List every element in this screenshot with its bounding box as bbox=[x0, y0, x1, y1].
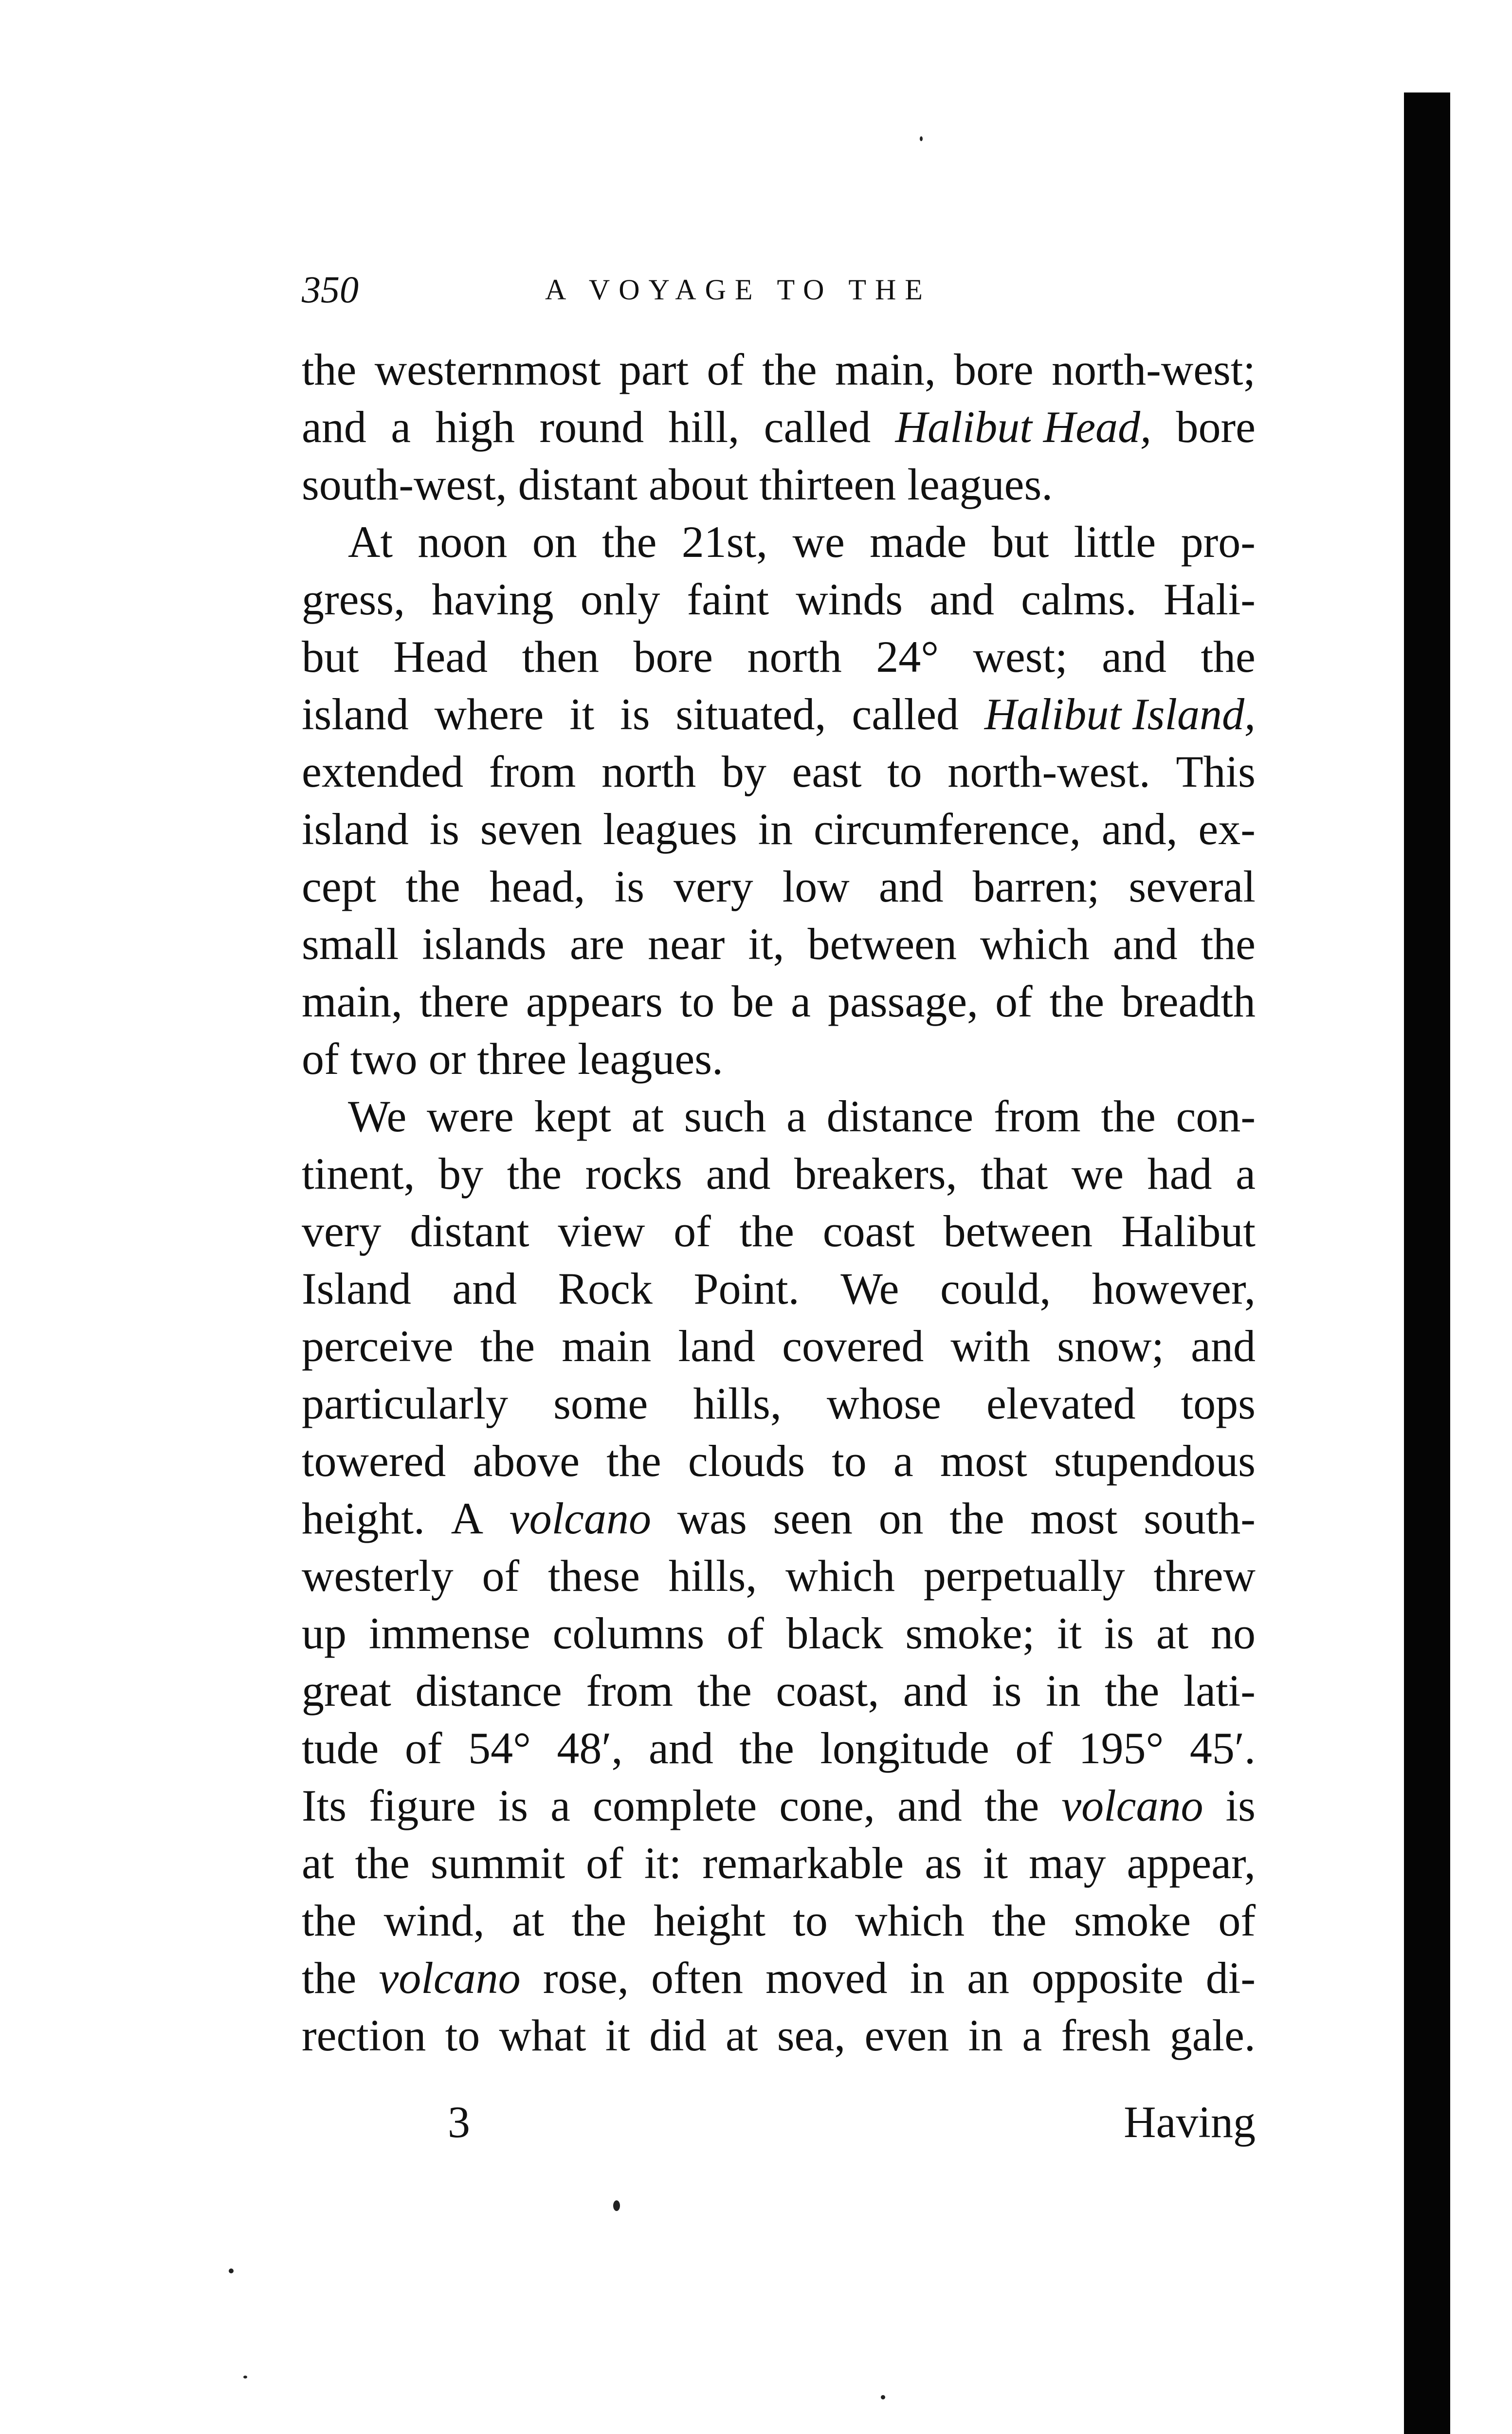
text-line: great distance from the coast, and is in the lati- bbox=[302, 1666, 1256, 1715]
text-line: towered above the clouds to a most stupendous bbox=[302, 1436, 1256, 1486]
text-line: and a high round hill, called Halibut Head, bore bbox=[302, 402, 1256, 452]
page-number: 350 bbox=[302, 268, 359, 311]
page-header bbox=[302, 263, 1032, 316]
text-line: tude of 54° 48′, and the longitude of 195° 45′. bbox=[302, 1723, 1256, 1773]
text-line: of two or three leagues. bbox=[302, 1034, 724, 1084]
ink-speck bbox=[243, 2376, 247, 2379]
text-line: gress, having only faint winds and calms. Hali- bbox=[302, 574, 1256, 624]
text-line: cept the head, is very low and barren; several bbox=[302, 862, 1256, 911]
text-line: island is seven leagues in circumference, and, ex- bbox=[302, 804, 1256, 854]
text-line: very distant view of the coast between Halibut bbox=[302, 1206, 1256, 1256]
text-line: small islands are near it, between which and the bbox=[302, 919, 1256, 969]
text-line: extended from north by east to north-west. This bbox=[302, 747, 1256, 796]
text-line: Island and Rock Point. We could, however, bbox=[302, 1264, 1256, 1313]
ink-speck bbox=[613, 2200, 620, 2211]
text-line: rection to what it did at sea, even in a fresh gale. bbox=[302, 2010, 1256, 2060]
body-text bbox=[302, 341, 1256, 2064]
text-line: At noon on the 21st, we made but little pro- bbox=[348, 517, 1256, 567]
text-line: the wind, at the height to which the smoke of bbox=[302, 1896, 1256, 1945]
text-line: up immense columns of black smoke; it is at no bbox=[302, 1608, 1256, 1658]
ink-speck bbox=[881, 2395, 885, 2399]
ink-speck bbox=[920, 136, 923, 141]
text-line: the volcano rose, often moved in an opposite di- bbox=[302, 1953, 1256, 2003]
text-line: but Head then bore north 24° west; and the bbox=[302, 632, 1256, 682]
text-line: height. A volcano was seen on the most south- bbox=[302, 1494, 1256, 1543]
text-line: Its figure is a complete cone, and the volcano is bbox=[302, 1781, 1256, 1830]
text-line: westerly of these hills, which perpetually threw bbox=[302, 1551, 1256, 1601]
text-line: particularly some hills, whose elevated tops bbox=[302, 1379, 1256, 1428]
text-line: at the summit of it: remarkable as it may appear, bbox=[302, 1838, 1256, 1888]
running-head: A VOYAGE TO THE bbox=[545, 274, 931, 306]
ink-speck bbox=[229, 2268, 234, 2273]
text-line: island where it is situated, called Halibut Island, bbox=[302, 689, 1256, 739]
text-line: perceive the main land covered with snow; and bbox=[302, 1321, 1256, 1371]
text-line: tinent, by the rocks and breakers, that we had a bbox=[302, 1149, 1256, 1199]
text-line: We were kept at such a distance from the con- bbox=[348, 1091, 1256, 1141]
text-line: main, there appears to be a passage, of the breadth bbox=[302, 977, 1256, 1026]
catchword: Having bbox=[1124, 2097, 1256, 2147]
text-line: the westernmost part of the main, bore north-west; bbox=[302, 345, 1256, 394]
text-line: south-west, distant about thirteen leagues. bbox=[302, 460, 1053, 509]
page-footer bbox=[302, 2093, 1256, 2151]
scan-edge-shadow bbox=[1404, 92, 1450, 2434]
signature-mark: 3 bbox=[448, 2097, 470, 2147]
